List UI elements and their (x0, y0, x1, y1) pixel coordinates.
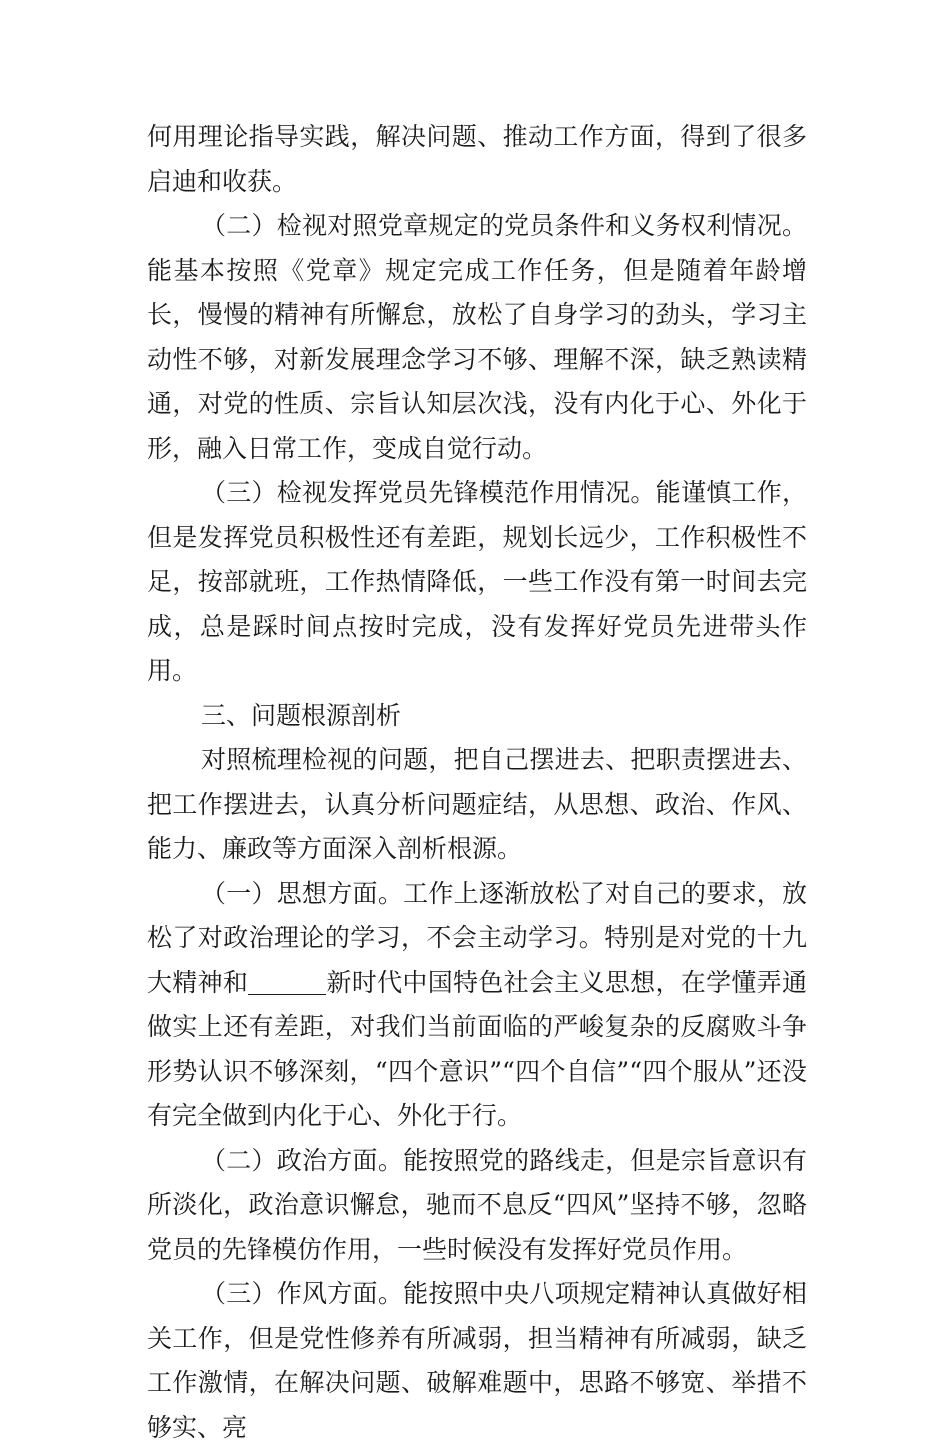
section-heading-root-cause-analysis: 三、问题根源剖析 (201, 700, 402, 730)
ideology-text-before-blank: （一）思想方面。工作上逐渐放松了对自己的要求，放松了对政治理论的学习，不会主动学习。特别是对党的十九大精神和 (147, 878, 807, 997)
ideology-text-after-blank: 新时代中国特色社会主义思想，在学懂弄通做实上还有差距，对我们当前面临的严峻复杂的反腐败斗争形势认识不够深刻，“四个意识”“四个自信”“四个服从”还没有完全做到内化于心、外化于行。 (147, 967, 807, 1130)
paragraph-work-style-aspect: （三）作风方面。能按照中央八项规定精神认真做好相关工作，但是党性修养有所减弱，担当精神有所减弱，缺乏工作激情，在解决问题、破解难题中，思路不够宽、举措不够实、亮 (147, 1279, 807, 1442)
document-body (147, 115, 807, 1450)
paragraph-vanguard-role-check: （三）检视发挥党员先锋模范作用情况。能谨慎工作，但是发挥党员积极性还有差距，规划长远少，工作积极性不足，按部就班，工作热情降低，一些工作没有第一时间去完成，总是踩时间点按时完成，没有发挥好党员先进带头作用。 (147, 478, 807, 685)
paragraph-ideology-aspect (147, 872, 807, 1139)
fill-in-blank-line (248, 966, 326, 995)
paragraph-party-charter-check: （二）检视对照党章规定的党员条件和义务权利情况。能基本按照《党章》规定完成工作任务，但是随着年龄增长，慢慢的精神有所懈怠，放松了自身学习的劲头，学习主动性不够，对新发展理念学习不够、理解不深，缺乏熟读精通，对党的性质、宗旨认知层次浅，没有内化于心、外化于形，融入日常工作，变成自觉行动。 (147, 211, 807, 463)
paragraph-political-aspect: （二）政治方面。能按照党的路线走，但是宗旨意识有所淡化，政治意识懈怠，驰而不息反“四风”坚持不够，忽略党员的先锋模仿作用，一些时候没有发挥好党员作用。 (147, 1145, 807, 1264)
paragraph-continuation: 何用理论指导实践，解决问题、推动工作方面，得到了很多启迪和收获。 (147, 122, 807, 196)
paragraph-root-cause-intro: 对照梳理检视的问题，把自己摆进去、把职责摆进去、把工作摆进去，认真分析问题症结，从思想、政治、作风、能力、廉政等方面深入剖析根源。 (147, 745, 807, 863)
